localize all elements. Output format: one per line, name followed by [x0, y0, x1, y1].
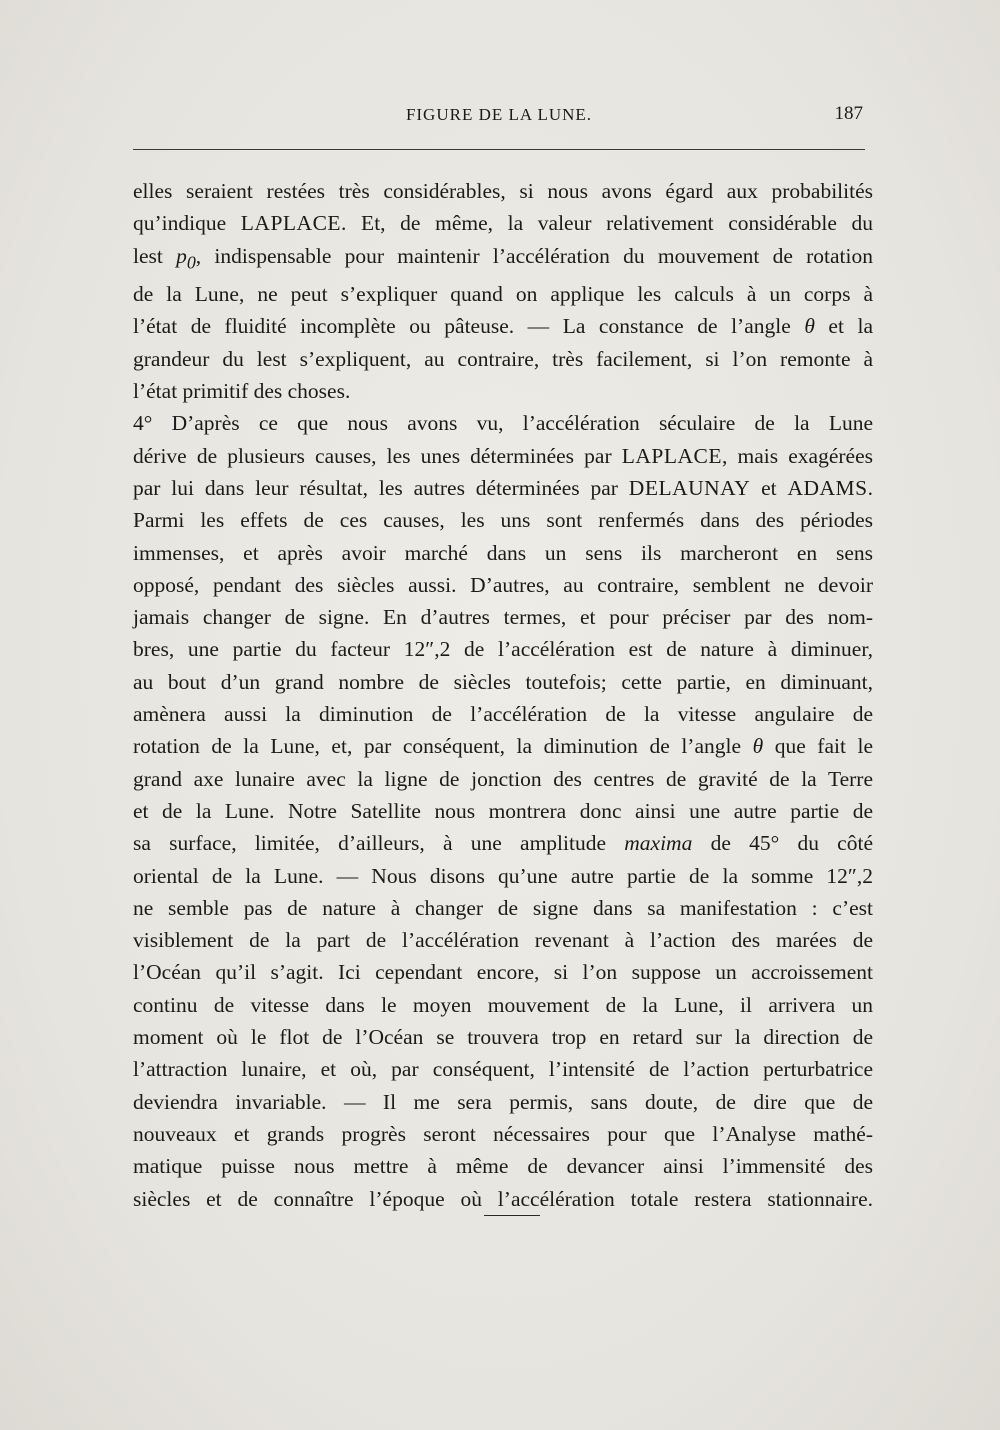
author-name: DELAUNAY: [628, 475, 751, 500]
text-line: rotation de la Lune, et, par conséquent, la diminution de l’angle θ que fait le: [133, 734, 873, 759]
text-line: 4° D’après ce que nous avons vu, l’accélération séculaire de la Lune: [133, 411, 873, 436]
text-line: dérive de plusieurs causes, les unes déterminées par LAPLACE, mais exagérées: [133, 443, 873, 468]
text-line: oriental de la Lune. — Nous disons qu’une autre partie de la somme 12″,2: [133, 863, 873, 888]
running-title: FIGURE DE LA LUNE.: [405, 105, 593, 124]
text-line: siècles et de connaître l’époque où l’accélération totale restera stationnaire.: [133, 1186, 873, 1211]
text-line: immenses, et après avoir marché dans un sens ils marcheront en sens: [133, 540, 873, 565]
text-line: l’état primitif des choses.: [133, 379, 351, 404]
math-subscript: 0: [186, 251, 196, 272]
text-line: l’Océan qu’il s’agit. Ici cependant encore, si l’on suppose un accroissement: [133, 960, 873, 985]
author-name: LAPLACE: [621, 443, 723, 468]
text-line: par lui dans leur résultat, les autres déterminées par DELAUNAY et ADAMS.: [133, 475, 873, 500]
text-line: au bout d’un grand nombre de siècles toutefois; cette partie, en diminuant,: [133, 669, 873, 694]
math-symbol: θ: [752, 734, 764, 759]
text-line: opposé, pendant des siècles aussi. D’autres, au contraire, semblent ne devoir: [133, 572, 873, 597]
text-line: moment où le flot de l’Océan se trouvera trop en retard sur la direction de: [133, 1025, 873, 1050]
author-name: LAPLACE: [240, 211, 342, 236]
math-symbol: p: [176, 243, 187, 268]
running-head: [133, 103, 865, 129]
text-line: grand axe lunaire avec la ligne de jonction des centres de gravité de la Terre: [133, 766, 873, 791]
text-line: qu’indique LAPLACE. Et, de même, la valeur relativement considérable du: [133, 211, 873, 236]
author-name: ADAMS: [787, 475, 868, 500]
text-line: ne semble pas de nature à changer de signe dans sa manifestation : c’est: [133, 895, 873, 920]
text-line: bres, une partie du facteur 12″,2 de l’accélération est de nature à diminuer,: [133, 637, 873, 662]
section-end-rule: [484, 1215, 540, 1216]
math-symbol: θ: [804, 314, 815, 339]
text-line: elles seraient restées très considérables, si nous avons égard aux probabilités: [133, 179, 873, 203]
header-rule: [133, 149, 865, 150]
text-line: lest $p_0$, indispensable pour maintenir l’accélération du mouvement de rotation: [133, 243, 873, 272]
text-line: l’état de fluidité incomplète ou pâteuse. — La constance de l’angle θ et la: [133, 314, 873, 339]
text-line: matique puisse nous mettre à même de devancer ainsi l’immensité des: [133, 1154, 873, 1179]
text-line: grandeur du lest s’expliquent, au contraire, très facilement, si l’on remonte à: [133, 346, 873, 371]
text-line: Parmi les effets de ces causes, les uns sont renfermés dans des périodes: [133, 508, 873, 533]
page-number: 187: [834, 103, 863, 124]
text-line: continu de vitesse dans le moyen mouvement de la Lune, il arrivera un: [133, 992, 873, 1017]
text-line: l’attraction lunaire, et où, par conséquent, l’intensité de l’action perturbatrice: [133, 1057, 873, 1082]
text-line: jamais changer de signe. En d’autres termes, et pour préciser par des nom-: [133, 605, 873, 630]
text-line: deviendra invariable. — Il me sera permis, sans doute, de dire que de: [133, 1089, 873, 1114]
text-line: nouveaux et grands progrès seront nécessaires pour que l’Analyse mathé-: [133, 1121, 873, 1146]
text-line: sa surface, limitée, d’ailleurs, à une amplitude maxima de 45° du côté: [133, 831, 873, 856]
italic-term: maxima: [624, 831, 693, 856]
text-line: et de la Lune. Notre Satellite nous montrera donc ainsi une autre partie de: [133, 798, 873, 823]
text-line: visiblement de la part de l’accélération revenant à l’action des marées de: [133, 928, 873, 953]
body-text: [133, 175, 873, 1215]
text-line: de la Lune, ne peut s’expliquer quand on applique les calculs à un corps à: [133, 282, 873, 307]
text-line: amènera aussi la diminution de l’accélération de la vitesse angulaire de: [133, 702, 873, 727]
